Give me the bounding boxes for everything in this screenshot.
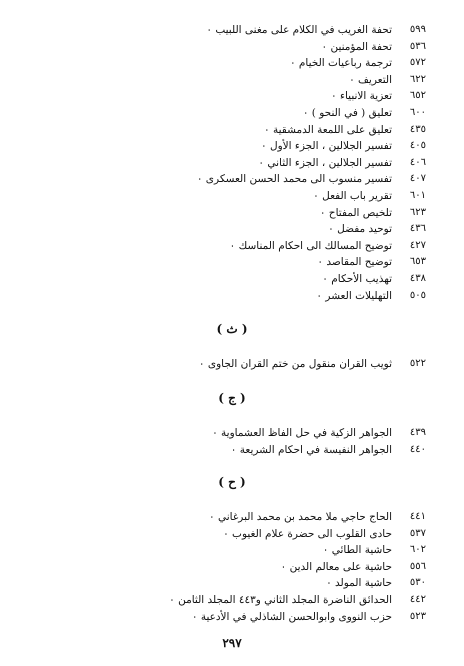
index-entry: [0, 88, 464, 105]
index-entry: [0, 592, 464, 609]
index-group-jim: [0, 425, 464, 458]
entry-title: تقرير باب الفعل ٠: [313, 189, 392, 202]
entry-number: ٥٣٠: [409, 577, 426, 589]
entry-title: تهذيب الأحكام ٠: [322, 272, 392, 285]
entry-number: ٥٢٣: [409, 610, 426, 622]
entry-title: توحيد مفضل ٠: [328, 223, 392, 236]
index-entry: [0, 356, 464, 373]
index-entry: [0, 575, 464, 592]
entry-number: ٥٥٦: [409, 560, 426, 572]
entry-title: التعريف ٠: [349, 73, 392, 86]
entry-number: ٦٢٢: [409, 73, 426, 85]
entry-title: التهليلات العشر ٠: [316, 289, 392, 302]
index-entry: [0, 609, 464, 626]
entry-title: الجواهر النفيسة في احكام الشريعة ٠: [230, 443, 392, 456]
entry-title: توضيح المسالك الى احكام المناسك ٠: [229, 239, 392, 252]
entry-number: ٥٣٦: [409, 40, 426, 52]
entry-number: ٦٠٠: [409, 106, 426, 118]
index-entry: [0, 542, 464, 559]
section-heading-ha: ( ح ): [218, 475, 246, 489]
entry-title: تفسير الجلالين ، الجزء الثاني ٠: [258, 156, 392, 169]
index-entry: [0, 138, 464, 155]
index-entry: [0, 509, 464, 526]
index-group-tha: [0, 356, 464, 373]
index-entry: [0, 442, 464, 459]
index-group-ha: [0, 509, 464, 625]
entry-title: ثويب القران منقول من ختم القران الجاوى ٠: [198, 358, 392, 370]
entry-title: تفسير منسوب الى محمد الحسن العسكرى ٠: [196, 173, 392, 186]
page-number: ٢٩٧: [222, 636, 242, 650]
entry-title: تعزية الانبياء ٠: [331, 90, 392, 103]
entry-number: ٤٤٠: [409, 443, 426, 455]
entry-number: ٤٢٧: [409, 239, 426, 251]
entry-number: ٤٠٦: [409, 156, 426, 168]
entry-title: توضيح المقاصد ٠: [317, 256, 392, 269]
index-entry: [0, 171, 464, 188]
index-group-ta: [0, 22, 464, 304]
entry-number: ٦٥٢: [409, 90, 426, 102]
index-entry: [0, 122, 464, 139]
entry-number: ٦٠١: [409, 189, 426, 201]
index-entry: [0, 288, 464, 305]
index-entry: [0, 105, 464, 122]
entry-title: ترجمة رباعيات الخيام ٠: [289, 57, 392, 70]
entry-number: ٥٠٥: [409, 289, 426, 301]
entry-number: ٦٥٣: [409, 256, 426, 268]
entry-title: حاشية الطائي ٠: [322, 544, 392, 557]
entry-title: الجواهر الزكية في حل الفاظ العشماوية ٠: [212, 427, 392, 439]
entry-title: تلخيص المفتاح ٠: [319, 206, 392, 219]
index-entry: [0, 55, 464, 72]
index-entry: [0, 559, 464, 576]
entry-number: ٥٧٢: [409, 57, 426, 69]
index-entry: [0, 254, 464, 271]
index-entry: [0, 205, 464, 222]
section-heading-jim: ( ج ): [218, 391, 246, 405]
entry-number: ٥٩٩: [409, 24, 426, 35]
entry-title: حاشية المولد ٠: [326, 577, 392, 590]
index-entry: [0, 155, 464, 172]
entry-number: ٥٢٢: [409, 358, 426, 369]
entry-title: حاشية على معالم الدين ٠: [280, 560, 392, 573]
entry-title: حادى القلوب الى حضرة علام الغيوب ٠: [223, 527, 392, 540]
index-entry: [0, 221, 464, 238]
index-entry: [0, 72, 464, 89]
entry-number: ٤٣٨: [409, 272, 426, 284]
entry-title: تفسير الجلالين ، الجزء الأول ٠: [260, 140, 392, 153]
index-entry: [0, 425, 464, 442]
entry-number: ٤٣٦: [409, 223, 426, 235]
entry-number: ٦٢٣: [409, 206, 426, 218]
entry-number: ٤٠٧: [409, 173, 426, 185]
index-entry: [0, 526, 464, 543]
entry-title: تحفة المؤمنين ٠: [321, 40, 392, 53]
entry-title: تحفة الغريب في الكلام على مغنى اللبيب ٠: [206, 24, 392, 36]
entry-title: تعليق ( في النحو ) ٠: [302, 106, 392, 119]
entry-title: الحدائق الناضرة المجلد الثاني و٤٤٣ المجلد الثامن ٠: [169, 593, 392, 606]
entry-number: ٤٤٢: [409, 593, 426, 605]
index-entry: [0, 39, 464, 56]
entry-number: ٤٣٥: [409, 123, 426, 135]
entry-title: الحاج حاجي ملا محمد بن محمد البرغاني ٠: [208, 511, 392, 523]
entry-number: ٦٠٢: [409, 544, 426, 556]
index-entry: [0, 188, 464, 205]
entry-number: ٤٤١: [409, 511, 426, 522]
index-entry: [0, 22, 464, 39]
index-entry: [0, 271, 464, 288]
entry-number: ٥٣٧: [409, 527, 426, 539]
entry-number: ٤٣٩: [409, 427, 426, 438]
section-heading-tha: ( ث ): [216, 322, 248, 336]
entry-title: تعليق على اللمعة الدمشقية ٠: [264, 123, 392, 136]
entry-title: حزب النووى وابوالحسن الشاذلي في الأدعية ٠: [191, 610, 392, 623]
index-entry: [0, 238, 464, 255]
entry-number: ٤٠٥: [409, 140, 426, 152]
